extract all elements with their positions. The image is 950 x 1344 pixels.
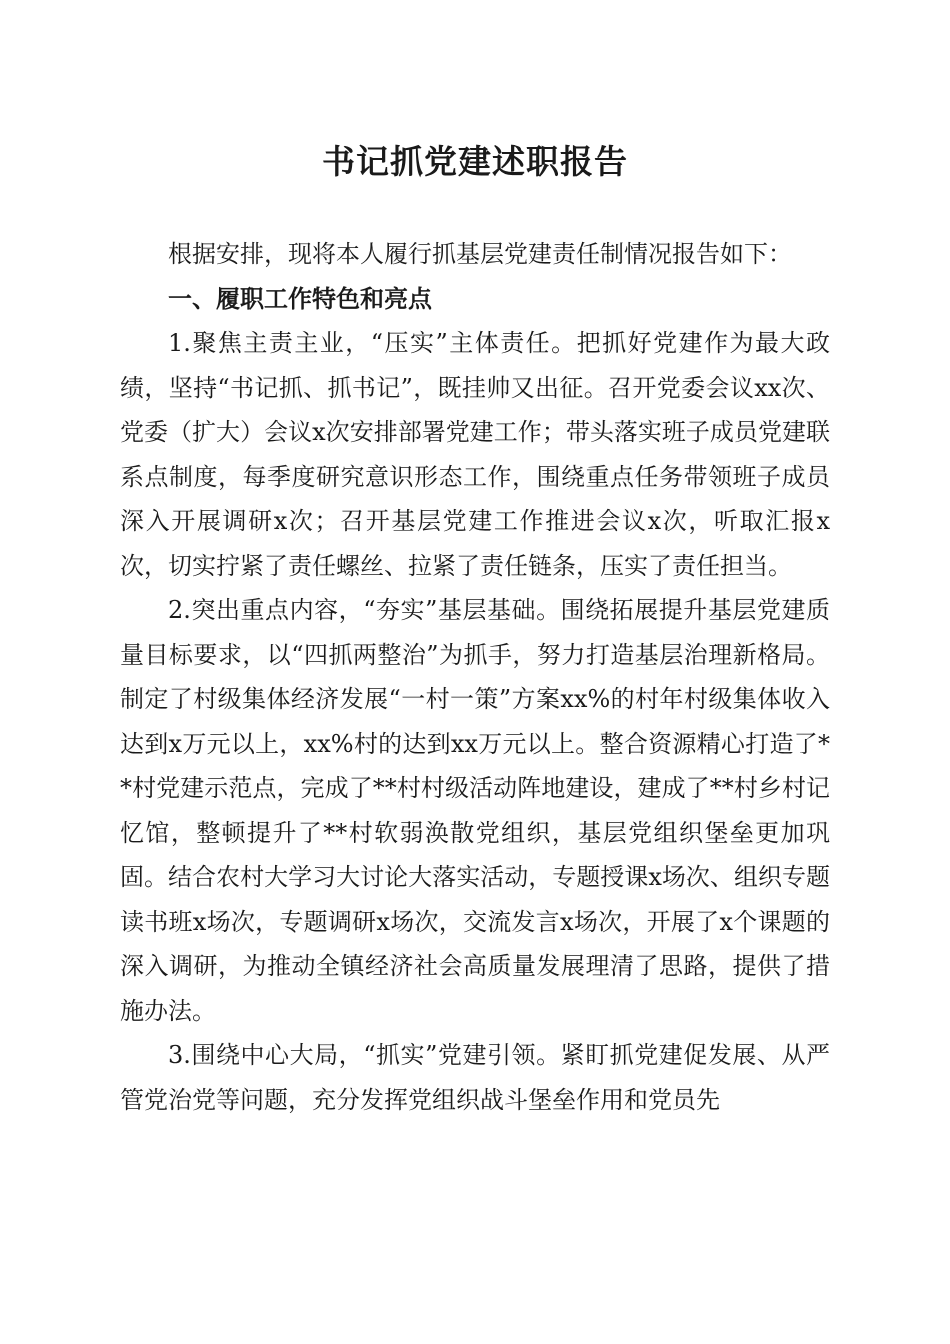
intro-paragraph: 根据安排，现将本人履行抓基层党建责任制情况报告如下：: [168, 240, 792, 268]
paragraph-1: 1.聚焦主责主业，“压实”主体责任。把抓好党建作为最大政绩，坚持“书记抓、抓书记”，既挂帅又出征。召开党委会议xx次、党委（扩大）会议x次安排部署党建工作；带头落实班子成员党建联系点制度，每季度研究意识形态工作，围绕重点任务带领班子成员深入开展调研x次；召开基层党建工作推进会议x次，听取汇报x次，切实拧紧了责任螺丝、拉紧了责任链条，压实了责任担当。: [120, 329, 830, 580]
paragraph-2: 2.突出重点内容，“夯实”基层基础。围绕拓展提升基层党建质量目标要求，以“四抓两整治”为抓手，努力打造基层治理新格局。制定了村级集体经济发展“一村一策”方案xx%的村年村级集体收入达到x万元以上，xx%村的达到xx万元以上。整合资源精心打造了**村党建示范点，完成了**村村级活动阵地建设，建成了**村乡村记忆馆，整顿提升了**村软弱涣散党组织，基层党组织堡垒更加巩固。结合农村大学习大讨论大落实活动，专题授课x场次、组织专题读书班x场次，专题调研x场次，交流发言x场次，开展了x个课题的深入调研，为推动全镇经济社会高质量发展理清了思路，提供了措施办法。: [120, 596, 830, 1025]
document-title: 书记抓党建述职报告: [322, 142, 628, 181]
document-body: [120, 232, 830, 1122]
section-heading: 一、履职工作特色和亮点: [168, 284, 432, 313]
paragraph-3: 3.围绕中心大局，“抓实”党建引领。紧盯抓党建促发展、从严管党治党等问题，充分发挥党组织战斗堡垒作用和党员先: [120, 1041, 830, 1114]
